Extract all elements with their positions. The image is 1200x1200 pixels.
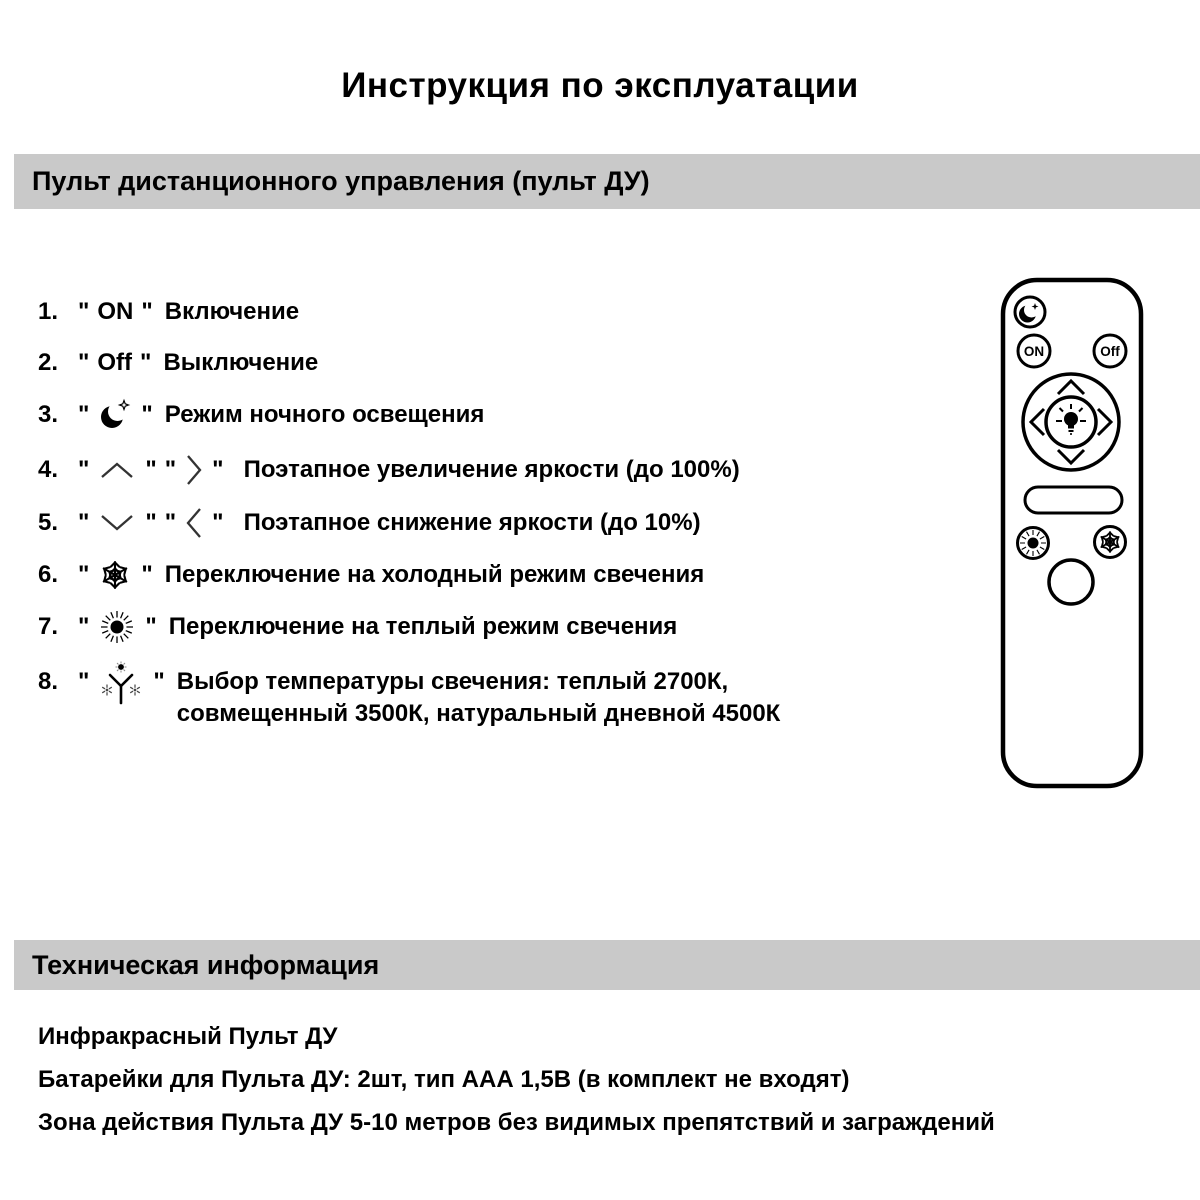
section-header-tech-label: Техническая информация [32, 949, 380, 980]
quote-mark: " [164, 456, 177, 483]
tech-info-line: Батарейки для Пульта ДУ: 2шт, тип ААА 1,5В (в комплект не входят) [38, 1066, 850, 1093]
remote-control-illustration [1000, 277, 1144, 789]
list-item-7 [38, 610, 677, 644]
tech-info-line: Инфракрасный Пульт ДУ [38, 1023, 338, 1050]
item-description: Выключение [163, 349, 319, 376]
item-number: 3. [38, 401, 59, 428]
item-description: Переключение на теплый режим свечения [168, 613, 678, 640]
quote-mark: " [78, 401, 90, 428]
chevron-down-icon [98, 512, 136, 534]
moon-night-icon [98, 397, 132, 433]
chevron-left-icon [185, 504, 203, 542]
item-description-line2: совмещенный 3500К, натуральный дневной 4500К [176, 700, 781, 727]
quote-mark: " [78, 668, 90, 695]
section-header-remote [14, 154, 1200, 209]
remote-on-label: ON [1023, 344, 1045, 359]
quote-mark: " [78, 349, 90, 376]
remote-off-label: Off [1100, 344, 1120, 359]
quote-mark: " [78, 298, 90, 325]
list-item-1 [38, 295, 299, 329]
item-number: 6. [38, 561, 59, 588]
sun-icon [1028, 538, 1039, 549]
item-description: Поэтапное увеличение яркости (до 100%) [243, 456, 740, 483]
list-item-2 [38, 346, 318, 380]
quote-mark: " [141, 401, 153, 428]
page-title: Инструкция по эксплуатации [341, 66, 859, 105]
item-number: 2. [38, 349, 59, 376]
quote-mark: " [140, 349, 152, 376]
item-description: Поэтапное снижение яркости (до 10%) [243, 509, 701, 536]
quote-mark: " [212, 509, 224, 536]
quote-mark: " [212, 456, 224, 483]
snowflake-icon [98, 558, 132, 592]
temperature-select-icon [98, 659, 144, 705]
item-description [177, 666, 781, 730]
quote-mark: " [78, 613, 90, 640]
list-item-4 [38, 453, 740, 487]
item-description: Режим ночного освещения [164, 401, 485, 428]
chevron-right-icon [185, 451, 203, 489]
item-number: 1. [38, 298, 59, 325]
quote-mark: " [164, 509, 177, 536]
button-key-label: Off [97, 349, 133, 376]
sun-icon [98, 608, 136, 646]
item-number: 4. [38, 456, 59, 483]
list-item-3 [38, 398, 484, 432]
item-description-line1: Выбор температуры свечения: теплый 2700К, [176, 668, 729, 695]
remote-warm-mode-button [1018, 528, 1049, 559]
item-description: Переключение на холодный режим свечения [164, 561, 705, 588]
section-header-tech [14, 940, 1200, 990]
item-number: 8. [38, 668, 59, 695]
item-description: Включение [164, 298, 300, 325]
list-item-5 [38, 506, 701, 540]
quote-mark: " [145, 613, 157, 640]
button-key-label: ON [97, 298, 134, 325]
quote-mark: " [141, 561, 153, 588]
item-number: 7. [38, 613, 59, 640]
item-number: 5. [38, 509, 59, 536]
quote-mark: " [145, 456, 157, 483]
quote-mark: " [78, 561, 90, 588]
chevron-up-icon [98, 459, 136, 481]
tech-info-line: Зона действия Пульта ДУ 5-10 метров без видимых препятствий и заграждений [38, 1109, 995, 1136]
list-item-6 [38, 558, 704, 592]
quote-mark: " [145, 509, 157, 536]
section-header-remote-label: Пульт дистанционного управления (пульт ДУ) [32, 166, 650, 196]
quote-mark: " [153, 668, 165, 695]
quote-mark: " [141, 298, 153, 325]
list-item-8 [38, 666, 780, 730]
quote-mark: " [78, 456, 90, 483]
quote-mark: " [78, 509, 90, 536]
